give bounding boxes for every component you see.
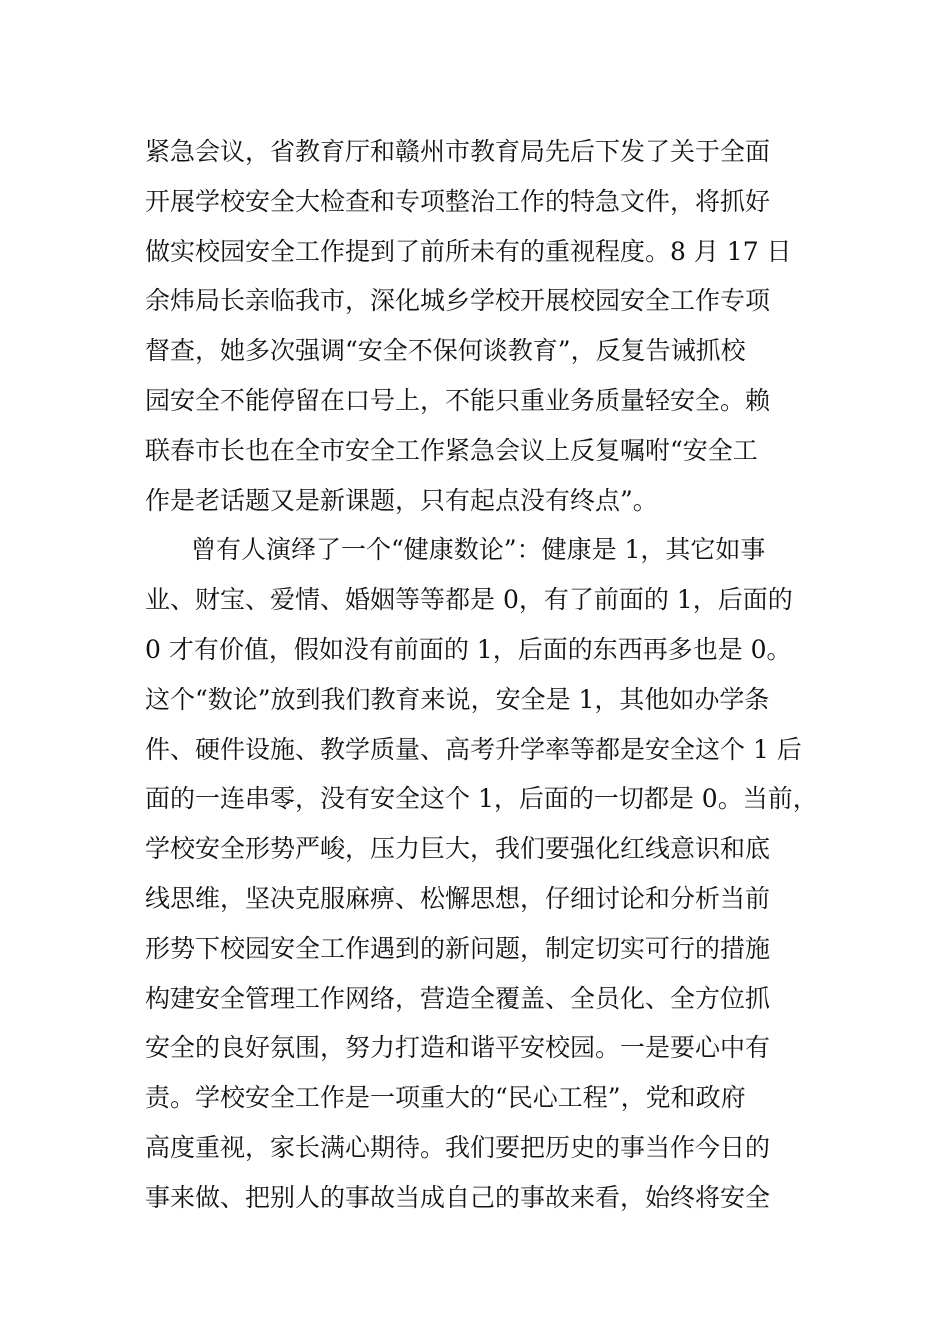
text-line: 线思维，坚决克服麻痹、松懈思想，仔细讨论和分析当前 <box>145 883 771 913</box>
text-line: 0 才有价值，假如没有前面的 1，后面的东西再多也是 0。 <box>145 634 792 664</box>
text-line: 紧急会议，省教育厅和赣州市教育局先后下发了关于全面 <box>145 137 771 166</box>
text-line: 园安全不能停留在口号上，不能只重业务质量轻安全。赖 <box>145 385 771 415</box>
text-line: 学校安全形势严峻，压力巨大，我们要强化红线意识和底 <box>145 834 771 864</box>
text-line: 构建安全管理工作网络，营造全覆盖、全员化、全方位抓 <box>145 983 771 1013</box>
text-line: 责。学校安全工作是一项重大的“民心工程”，党和政府 <box>145 1083 746 1113</box>
body-text <box>145 127 818 1223</box>
text-line: 件、硬件设施、教学质量、高考升学率等都是安全这个 1 后 <box>145 734 802 764</box>
text-line: 开展学校安全大检查和专项整治工作的特急文件，将抓好 <box>145 186 771 216</box>
text-line: 面的一连串零，没有安全这个 1，后面的一切都是 0。当前， <box>145 784 818 814</box>
text-line: 督查，她多次强调“安全不保何谈教育”，反复告诫抓校 <box>145 336 746 366</box>
text-line: 事来做、把别人的事故当成自己的事故来看，始终将安全 <box>145 1182 771 1212</box>
text-line: 高度重视，家长满心期待。我们要把历史的事当作今日的 <box>145 1132 771 1162</box>
text-line: 形势下校园安全工作遇到的新问题，制定切实可行的措施 <box>145 933 771 963</box>
paragraph-start-line: 曾有人演绎了一个“健康数论”：健康是 1，其它如事 <box>191 535 766 565</box>
text-line: 业、财宝、爱情、婚姻等等都是 0，有了前面的 1，后面的 <box>145 585 793 615</box>
text-line: 安全的良好氛围，努力打造和谐平安校园。一是要心中有 <box>145 1033 771 1063</box>
text-line: 做实校园安全工作提到了前所未有的重视程度。8 月 17 日 <box>145 236 792 266</box>
text-line: 作是老话题又是新课题，只有起点没有终点”。 <box>145 485 658 515</box>
text-line: 这个“数论”放到我们教育来说，安全是 1，其他如办学条 <box>145 684 770 714</box>
text-line: 余炜局长亲临我市，深化城乡学校开展校园安全工作专项 <box>145 286 771 316</box>
text-line: 联春市长也在全市安全工作紧急会议上反复嘱咐“安全工 <box>145 435 758 465</box>
